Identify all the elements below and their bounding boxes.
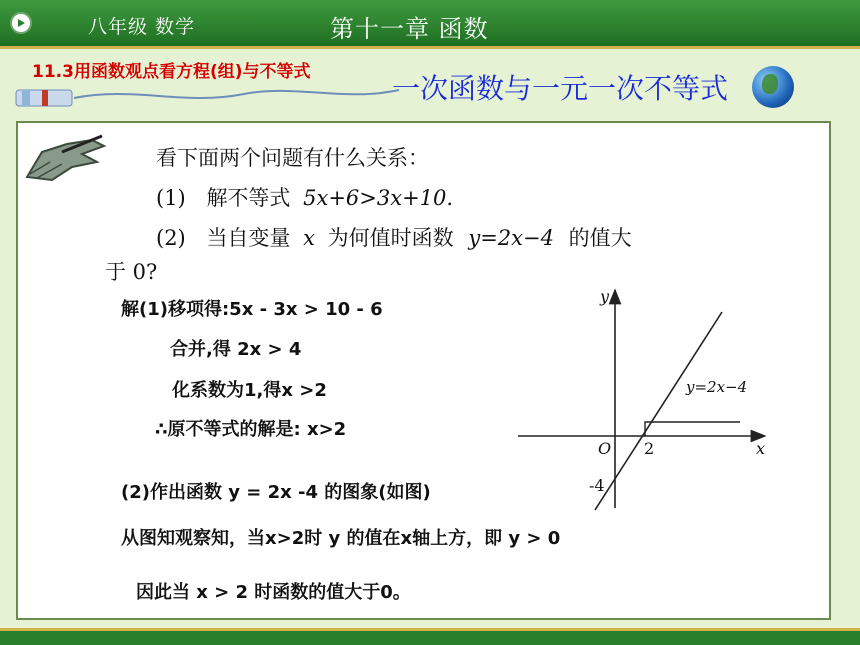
y-axis-label: y — [600, 287, 610, 306]
lesson-title: 一次函数与一元一次不等式 — [392, 72, 729, 105]
x-tick-label: 2 — [644, 439, 655, 458]
question-2-label: (2) — [156, 226, 186, 250]
question-2-text-b: 为何值时函数 — [327, 226, 454, 250]
chapter-title: 第十一章 函数 — [330, 15, 489, 43]
region-marker — [645, 422, 740, 436]
section-topic: 11.3用函数观点看方程(组)与不等式 — [32, 62, 311, 82]
grade-subject: 八年级 数学 — [88, 16, 196, 38]
question-2-continuation: 于 0? — [105, 260, 158, 284]
solution-line-5: (2)作出函数 y = 2x -4 的图象(如图) — [121, 482, 431, 503]
solution-line-4: ∴原不等式的解是: x>2 — [155, 419, 347, 440]
solution-line-3: 化系数为1,得x >2 — [172, 380, 327, 401]
solution-line-7: 因此当 x > 2 时函数的值大于0。 — [136, 582, 411, 603]
solution-line-2: 合并,得 2x > 4 — [170, 339, 302, 360]
footer-bar — [0, 628, 860, 645]
solution-line-6: 从图知观察知，当x>2时 y 的值在x轴上方，即 y > 0 — [121, 528, 561, 549]
question-1-text: 解不等式 — [206, 186, 291, 210]
origin-label: O — [598, 439, 612, 458]
question-intro: 看下面两个问题有什么关系： — [156, 146, 429, 170]
question-2-formula: y=2x−4 — [468, 226, 554, 250]
question-1-label: (1) — [156, 186, 186, 210]
solution-line-1: 解(1)移项得:5x - 3x > 10 - 6 — [121, 299, 383, 320]
question-2-var: x — [303, 226, 315, 250]
question-1-formula: 5x+6>3x+10. — [303, 186, 454, 210]
question-2-text-c: 的值大 — [568, 226, 632, 250]
question-2-text-a: 当自变量 — [206, 226, 291, 250]
x-axis-label: x — [756, 439, 766, 458]
y-tick-label: -4 — [589, 476, 605, 495]
function-line — [595, 312, 722, 510]
line-label: y=2x−4 — [686, 378, 748, 396]
